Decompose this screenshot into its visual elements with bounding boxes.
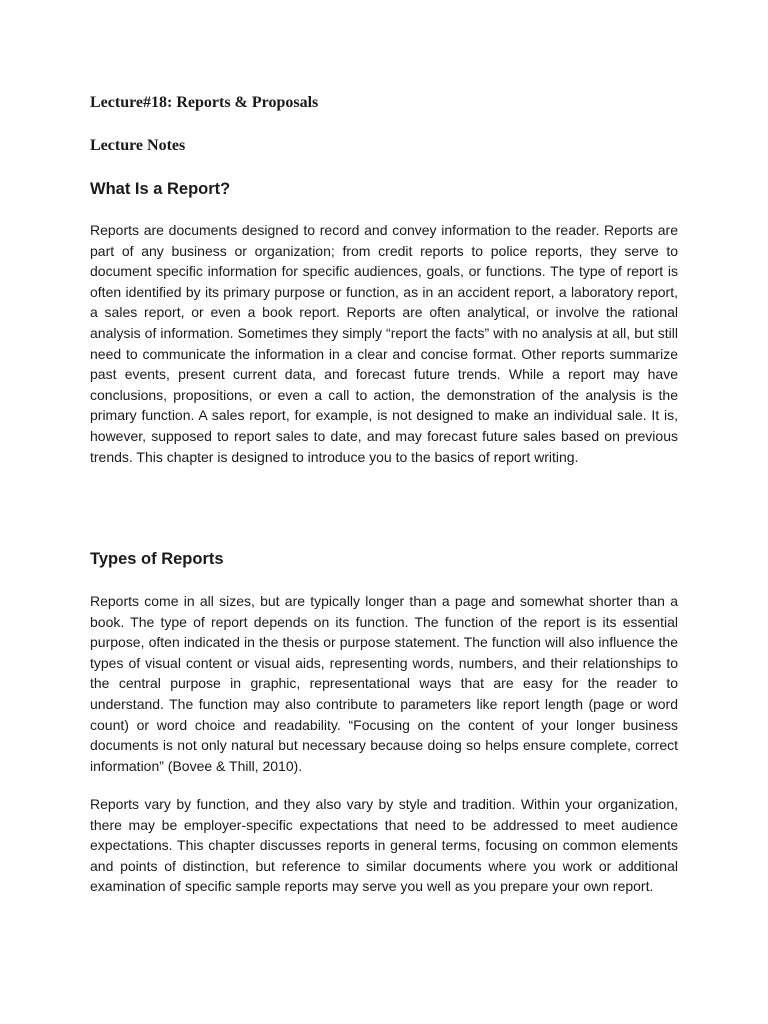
section-heading-types-of-reports: Types of Reports — [90, 550, 224, 568]
lecture-title: Lecture#18: Reports & Proposals — [90, 94, 319, 111]
paragraph-what-is-a-report: Reports are documents designed to record and convey information to the reader. Reports are part of any business or organization; from credit reports to police reports, they serve to document specific information for specific audiences, goals, or functions. The type of report is often identified by its primary purpose or function, as in an accident report, a laboratory report, a sales report, or even a book report. Reports are often analytical, or involve the rational analysis of information. Sometimes they simply “report the facts” with no analysis at all, but still need to communicate the information in a clear and concise format. Other reports summarize past events, present current data, and forecast future trends. While a report may have conclusions, propositions, or even a call to action, the demonstration of the analysis is the primary function. A sales report, for example, is not designed to make an individual sale. It is, however, supposed to report sales to date, and may forecast future sales based on previous trends. This chapter is designed to introduce you to the basics of report writing. — [90, 222, 678, 465]
section-heading-what-is-a-report: What Is a Report? — [90, 180, 231, 198]
paragraph-types-of-reports-2: Reports vary by function, and they also vary by style and tradition. Within your organization, there may be employer-specific expectations that need to be addressed to meet audience expectations. This chapter discusses reports in general terms, focusing on common elements and points of distinction, but reference to similar documents where you work or additional examination of specific sample reports may serve you well as you prepare your own report. — [90, 796, 678, 895]
lecture-notes-label: Lecture Notes — [90, 137, 186, 154]
paragraph-types-of-reports-1: Reports come in all sizes, but are typically longer than a page and somewhat shorter than a book. The type of report depends on its function. The function of the report is its essential purpose, often indicated in the thesis or purpose statement. The function will also influence the types of visual content or visual aids, representing words, numbers, and their relationships to the central purpose in graphic, representational ways that are easy for the reader to understand. The function may also contribute to parameters like report length (page or word count) or word choice and readability. “Focusing on the content of your longer business documents is not only natural but necessary because doing so helps ensure complete, correct information” (Bovee & Thill, 2010). — [90, 593, 678, 774]
